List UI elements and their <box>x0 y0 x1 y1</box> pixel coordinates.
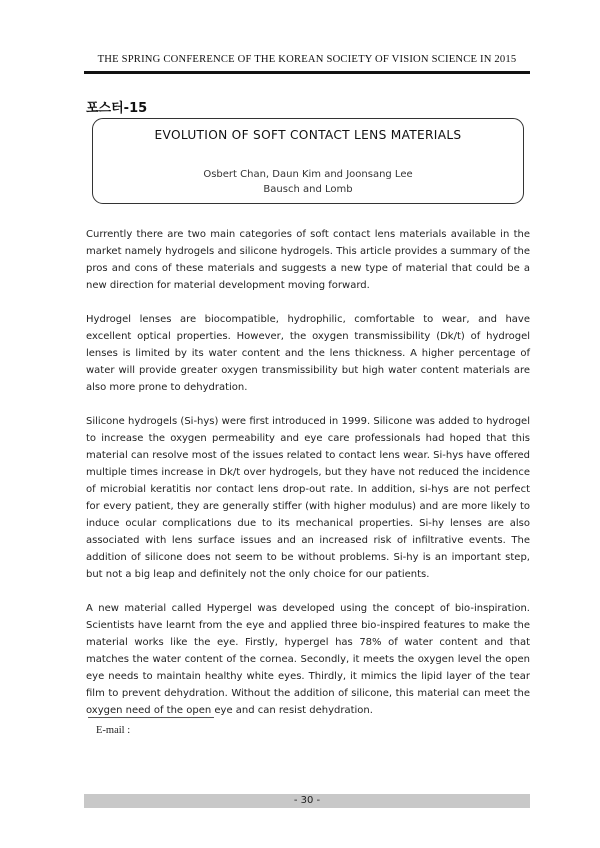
email-footnote: E-mail : <box>96 725 131 736</box>
footnote-rule <box>88 717 214 718</box>
poster-label: 포스터-15 <box>86 101 148 116</box>
page-number: - 30 - <box>293 795 321 806</box>
conference-header: THE SPRING CONFERENCE OF THE KOREAN SOCIETY OF VISION SCIENCE IN 2015 <box>97 54 517 65</box>
abstract-body <box>86 226 530 736</box>
paper-title: EVOLUTION OF SOFT CONTACT LENS MATERIALS <box>154 128 462 142</box>
paragraph-silicone-hydrogel: Silicone hydrogels (Si-hys) were first introduced in 1999. Silicone was added to hydrogel to increase the oxygen permeability and eye care professionals had hoped that this material can resolve most of the issues related to contact lens wear. Si-hys have offered multiple times increase in Dk/t over hydrogels, but they have not reduced the incidence of microbial keratitis nor contact lens drop-out rate. In addition, si-hys are not perfect for every patient, they are generally stiffer (with higher modulus) and are more likely to induce ocular complications due to its mechanical properties. Si-hy lenses are also associated with lens surface issues and an increased risk of infiltrative events. The addition of silicone does not seem to be without problems. Si-hy is an important step, but not a big leap and definitely not the only choice for our patients. <box>86 416 530 580</box>
affiliation: Bausch and Lomb <box>263 184 353 195</box>
paragraph-hypergel: A new material called Hypergel was developed using the concept of bio-inspiration. Scientists have learnt from the eye and applied three bio-inspired features to make the material works like the eye. Firstly, hypergel has 78% of water content and that matches the water content of the cornea. Secondly, it meets the oxygen level the open eye needs to maintain healthy white eyes. Thirdly, it mimics the lipid layer of the tear film to prevent dehydration. Without the addition of silicone, this material can meet the oxygen need of the open eye and can resist dehydration. <box>86 603 530 716</box>
title-box <box>92 118 524 204</box>
authors: Osbert Chan, Daun Kim and Joonsang Lee <box>203 169 413 180</box>
header-rule <box>84 71 530 74</box>
paragraph-hydrogel: Hydrogel lenses are biocompatible, hydrophilic, comfortable to wear, and have excellent optical properties. However, the oxygen transmissibility (Dk/t) of hydrogel lenses is limited by its water content and the lens thickness. A higher percentage of water will provide greater oxygen transmissibility but high water content materials are also more prone to dehydration. <box>86 314 530 393</box>
paragraph-intro: Currently there are two main categories of soft contact lens materials available in the market namely hydrogels and silicone hydrogels. This article provides a summary of the pros and cons of these materials and suggests a new type of material that could be a new direction for material development moving forward. <box>86 229 530 291</box>
footer-bar <box>84 794 530 808</box>
